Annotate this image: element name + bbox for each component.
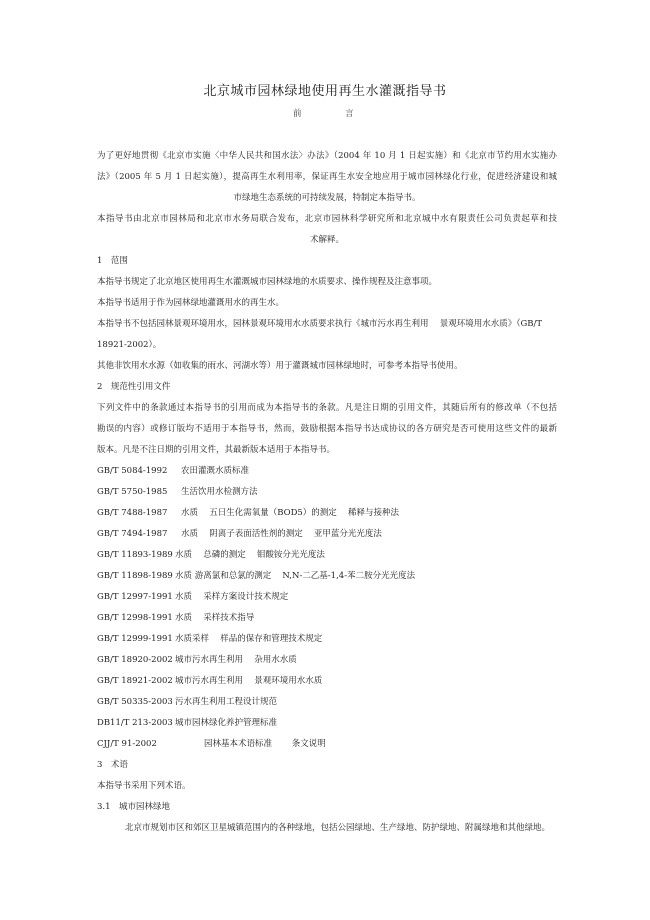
- preface-char-2: 言: [345, 109, 354, 119]
- section-2-paragraph-line-2: 勘误的内容）或修订版均不适用于本指导书，然而，鼓励根据本指导书达成协议的各方研究是否可使用这些文件的最新: [97, 424, 557, 434]
- preface-paragraph-1-line-1: 为了更好地贯彻《北京市实施〈中华人民共和国水法〉办法》（2004 年 10 月 1 日起实施）和《北京市节约用水实施办: [97, 151, 557, 161]
- preface-paragraph-1-line-3: 市绿地生态系统的可持续发展，特制定本指导书。: [233, 193, 421, 203]
- reference-name: 水质 五日生化需氧量（BOD5）的测定 稀释与接种法: [181, 508, 400, 518]
- reference-item: [97, 482, 557, 503]
- reference-item: [97, 608, 557, 629]
- section-2-paragraph-line-1: 下列文件中的条款通过本指导书的引用而成为本指导书的条款。凡是注日期的引用文件，其随后所有的修改单（不包括: [97, 403, 557, 413]
- reference-code: GB/T 50335-2003: [97, 697, 173, 707]
- reference-item: [97, 545, 557, 566]
- reference-code: GB/T 18921-2002: [97, 676, 173, 686]
- reference-code: CJJ/T 91-2002: [97, 739, 157, 749]
- reference-item: [97, 629, 557, 650]
- reference-name: 园林基本术语标准 条文说明: [204, 739, 326, 749]
- reference-code: GB/T 12999-1991: [97, 634, 173, 644]
- preface-paragraph-2-line-2: 术解释。: [309, 235, 344, 245]
- reference-item: [97, 503, 557, 524]
- reference-name: 城市污水再生利用 景观环境用水水质: [175, 676, 323, 686]
- reference-name: 污水再生利用工程设计规范: [175, 697, 278, 707]
- reference-code: GB/T 7488-1987: [97, 508, 168, 518]
- reference-name: 生活饮用水检测方法: [181, 487, 258, 497]
- section-1-paragraph-1: 本指导书规定了北京地区使用再生水灌溉城市园林绿地的水质要求、操作规程及注意事项。: [97, 277, 438, 287]
- document-body: [97, 146, 557, 839]
- section-3-heading: 3 术语: [97, 760, 128, 770]
- section-1-paragraph-3-line-2: 18921-2002）。: [97, 340, 162, 350]
- reference-code: GB/T 11893-1989: [97, 550, 173, 560]
- reference-name: 城市园林绿化养护管理标准: [175, 718, 278, 728]
- reference-code: GB/T 18920-2002: [97, 655, 173, 665]
- section-3-paragraph: 本指导书采用下列术语。: [97, 781, 191, 791]
- reference-item: [97, 734, 557, 755]
- reference-name: 城市污水再生利用 杂用水水质: [175, 655, 297, 665]
- section-3-1-paragraph: 北京市规划市区和郊区卫星城镇范围内的各种绿地，包括公园绿地、生产绿地、防护绿地、附属绿地和其他绿地。: [125, 823, 551, 833]
- section-2-heading: 2 规范性引用文件: [97, 382, 171, 392]
- reference-item: [97, 566, 557, 587]
- reference-name: 水质 总磷的测定 钼酸铵分光光度法: [175, 550, 325, 560]
- reference-code: GB/T 11898-1989: [97, 571, 173, 581]
- reference-code: GB/T 5750-1985: [97, 487, 168, 497]
- reference-item: [97, 713, 557, 734]
- preface-paragraph-2-line-1: 本指导书由北京市园林局和北京市水务局联合发布，北京市园林科学研究所和北京城中水有限责任公司负责起草和技: [97, 214, 557, 224]
- reference-item: [97, 650, 557, 671]
- reference-item: [97, 671, 557, 692]
- reference-item: [97, 587, 557, 608]
- reference-code: DB11/T 213-2003: [97, 718, 173, 728]
- reference-name: 农田灌溉水质标准: [181, 466, 250, 476]
- section-3-1-heading: 3.1 城市园林绿地: [97, 802, 171, 812]
- reference-item: [97, 461, 557, 482]
- reference-item: [97, 524, 557, 545]
- reference-code: GB/T 12997-1991: [97, 592, 173, 602]
- section-1-paragraph-2: 本指导书适用于作为园林绿地灌溉用水的再生水。: [97, 298, 285, 308]
- preface-paragraph-1-line-2: 法》（2005 年 5 月 1 日起实施），提高再生水利用率，保证再生水安全地应用于城市园林绿化行业，促进经济建设和城: [97, 172, 557, 182]
- section-2-paragraph-line-3: 版本。凡是不注日期的引用文件，其最新版本适用于本指导书。: [97, 445, 336, 455]
- reference-name: 水质 游离氯和总氯的测定 N,N-二乙基-1,4-苯二胺分光光度法: [175, 571, 416, 581]
- reference-name: 水质 阴离子表面活性剂的测定 亚甲蓝分光光度法: [181, 529, 382, 539]
- reference-code: GB/T 5084-1992: [97, 466, 168, 476]
- reference-name: 水质采样 样品的保存和管理技术规定: [175, 634, 323, 644]
- reference-name: 水质 采样技术指导: [175, 613, 255, 623]
- reference-name: 水质 采样方案设计技术规定: [175, 592, 289, 602]
- preface-char-1: 前: [293, 109, 302, 119]
- reference-item: [97, 692, 557, 713]
- section-1-paragraph-4: 其他非饮用水水源（如收集的雨水、河湖水等）用于灌溉城市园林绿地时，可参考本指导书使用。: [97, 361, 463, 371]
- reference-code: GB/T 12998-1991: [97, 613, 173, 623]
- document-title: 北京城市园林绿地使用再生水灌溉指导书: [203, 84, 447, 99]
- section-1-heading: 1 范围: [97, 256, 128, 266]
- reference-code: GB/T 7494-1987: [97, 529, 168, 539]
- section-1-paragraph-3-line-1: 本指导书不包括园林景观环境用水，园林景观环境用水水质要求执行《城市污水再生利用 景观环境用水水质》（GB/T: [97, 319, 543, 329]
